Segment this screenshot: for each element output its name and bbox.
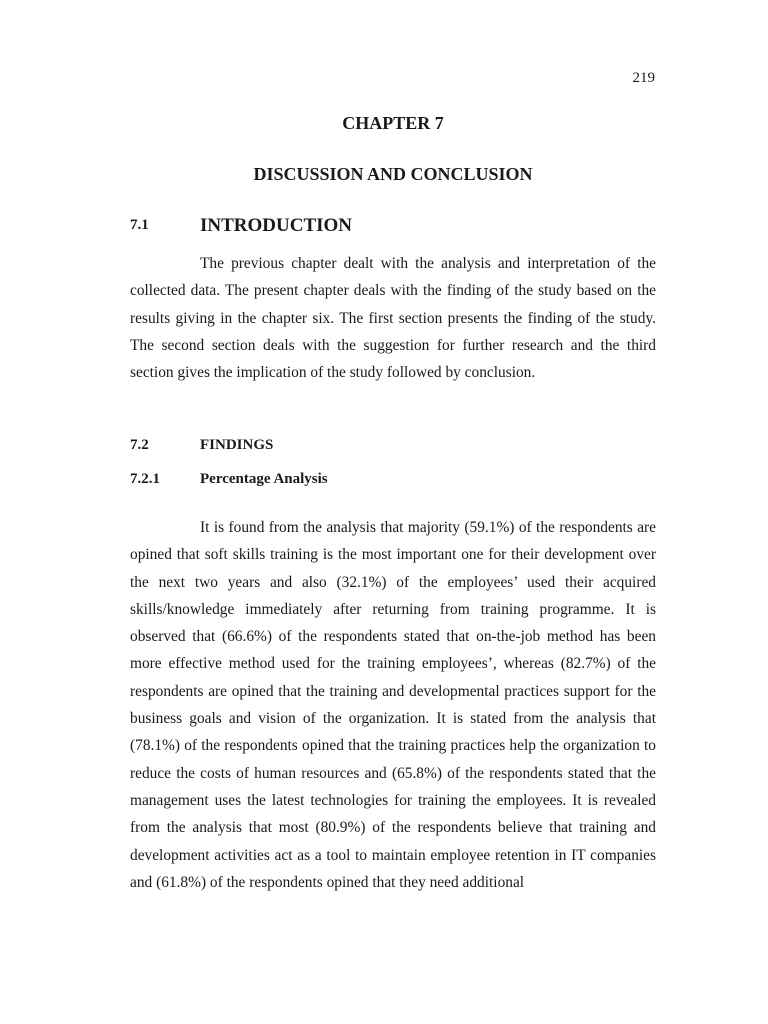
subsection-number: 7.2.1 (130, 471, 160, 487)
section-heading-introduction (130, 215, 352, 237)
subsection-heading-percentage-analysis (130, 471, 328, 488)
findings-paragraph: It is found from the analysis that majority (59.1%) of the respondents are opined that soft skills training is the most important one for their development over the next two years and also (32.1%) of the employees’ used their acquired skills/knowledge immediately after returning from training programme. It is observed that (66.6%) of the respondents stated that on-the-job method has been more effective method used for the training employees’, whereas (82.7%) of the respondents are opined that the training and developmental practices support for the business goals and vision of the organization. It is stated from the analysis that (78.1%) of the respondents opined that the training practices help the organization to reduce the costs of human resources and (65.8%) of the respondents stated that the management uses the latest technologies for training the employees. It is revealed from the analysis that most (80.9%) of the respondents believe that training and development activities act as a tool to maintain employee retention in IT companies and (61.8%) of the respondents opined that they need additional (130, 519, 656, 891)
subsection-title: Percentage Analysis (200, 471, 328, 487)
chapter-subtitle: DISCUSSION AND CONCLUSION (253, 164, 533, 184)
chapter-title: CHAPTER 7 (342, 113, 444, 133)
section-heading-findings (130, 437, 273, 454)
page-number: 219 (632, 70, 655, 86)
section-number: 7.1 (130, 217, 149, 233)
section-title: INTRODUCTION (200, 215, 353, 236)
section-number: 7.2 (130, 437, 149, 453)
introduction-paragraph: The previous chapter dealt with the analysis and interpretation of the collected data. The present chapter deals with the finding of the study based on the results giving in the chapter six. The first section presents the finding of the study. The second section deals with the suggestion for further research and the third section gives the implication of the study followed by conclusion. (130, 255, 656, 382)
section-title: FINDINGS (200, 437, 274, 453)
